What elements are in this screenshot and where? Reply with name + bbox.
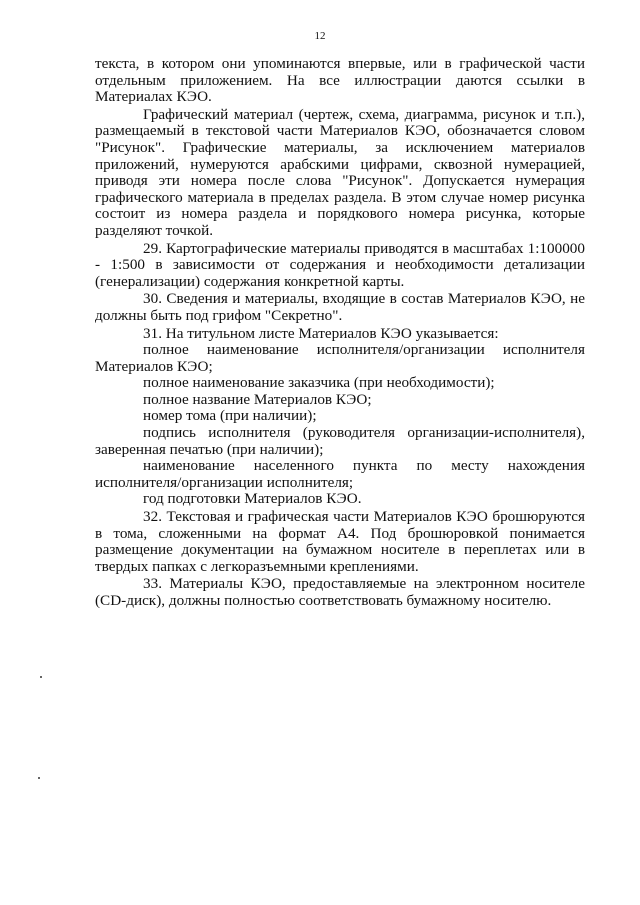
- clause-33: 33. Материалы КЭО, предоставляемые на электронном носителе (CD-диск), должны полностью соответствовать бумажному носителю.: [95, 575, 585, 609]
- title-sheet-item: номер тома (при наличии);: [143, 407, 317, 425]
- clause-31: 31. На титульном листе Материалов КЭО указывается:: [143, 324, 499, 342]
- title-sheet-item: наименование населенного пункта по месту нахождения исполнителя/организации исполнителя;: [95, 457, 585, 491]
- page-number: 12: [314, 30, 326, 42]
- document-body: [95, 56, 585, 610]
- title-sheet-item: подпись исполнителя (руководителя организации-исполнителя), заверенная печатью (при наличии);: [95, 424, 585, 458]
- title-sheet-item: полное название Материалов КЭО;: [143, 390, 372, 408]
- title-sheet-item: полное наименование заказчика (при необходимости);: [143, 374, 495, 392]
- clause-30: 30. Сведения и материалы, входящие в состав Материалов КЭО, не должны быть под грифом "Секретно".: [95, 290, 585, 324]
- clause-32: 32. Текстовая и графическая части Материалов КЭО брошюруются в тома, сложенными на формат А4. Под брошюровкой понимается размещение документации на бумажном носителе в переплетах или в твердых папках с легкоразъемными креплениями.: [95, 508, 585, 575]
- title-sheet-item: полное наименование исполнителя/организации исполнителя Материалов КЭО;: [95, 341, 585, 375]
- paragraph-graphic-material: Графический материал (чертеж, схема, диаграмма, рисунок и т.п.), размещаемый в текстовой части Материалов КЭО, обозначается словом "Рисунок". Графические материалы, за исключением материалов приложений, нумеруются арабскими цифрами, сквозной нумерацией, приводя эти номера после слова "Рисунок". Допускается нумерация графического материала в пределах раздела. В этом случае номер рисунка состоит из номера раздела и порядкового номера рисунка, которые разделяют точкой.: [95, 105, 585, 239]
- paragraph-continuation: текста, в котором они упоминаются впервые, или в графической части отдельным приложением. На все иллюстрации даются ссылки в Материалах КЭО.: [95, 55, 585, 106]
- scan-speck: [38, 777, 40, 779]
- clause-29: 29. Картографические материалы приводятся в масштабах 1:100000 - 1:500 в зависимости от содержания и необходимости детализации (генерализации) содержания конкретной карты.: [95, 239, 585, 290]
- scan-speck: [40, 676, 42, 678]
- title-sheet-item: год подготовки Материалов КЭО.: [143, 490, 362, 508]
